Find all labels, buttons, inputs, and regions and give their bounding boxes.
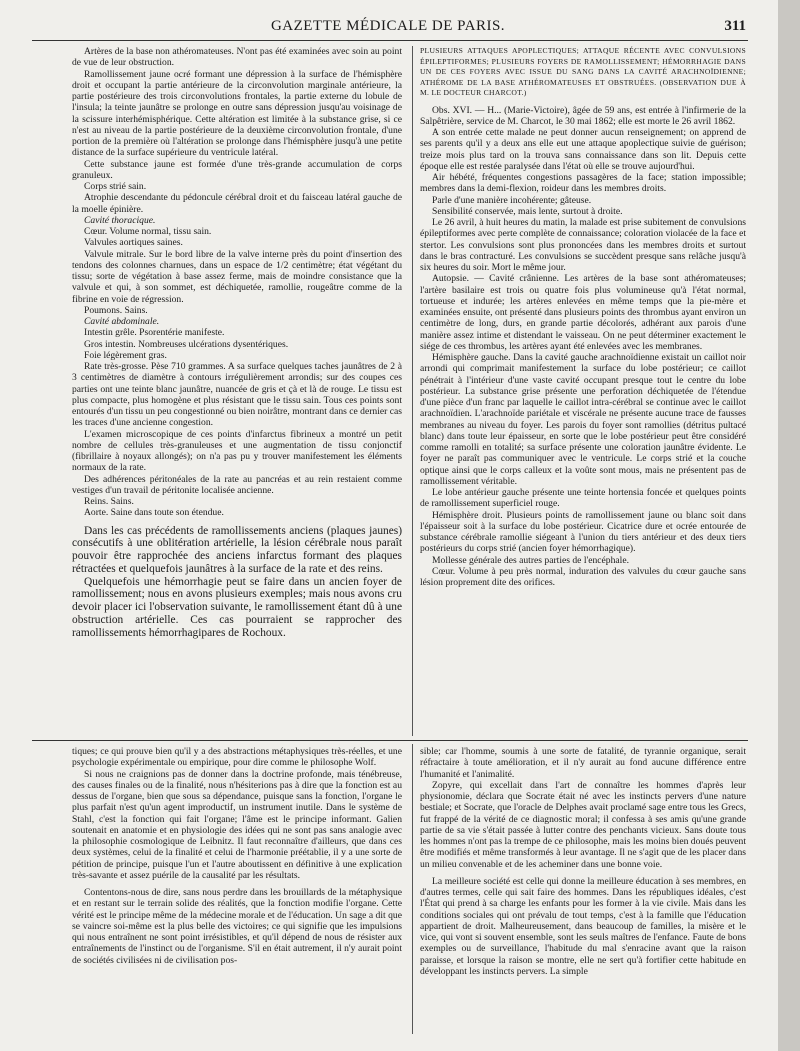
feuilleton-rule <box>32 740 748 741</box>
paragraph: Valvules aortiques saines. <box>84 237 183 249</box>
paragraph: Artères de la base non athéromateuses. N'ont pas été examinées avec soin au point de vue de leur obstruction. <box>72 46 402 69</box>
paragraph: Le 26 avril, à huit heures du matin, la malade est prise subitement de convulsions épileptiformes avec perte complète de connaissance; coloration violacée de la face et stertor. Les convulsions sont plus prononcées dans les membres droits et surtout dans le bras contracturé. Les convulsions se succèdent presque sans relâche jusqu'à six heures du soir. Mort le même jour. <box>420 217 746 273</box>
page-edge-shadow <box>778 0 800 1051</box>
observation-summary: PLUSIEURS ATTAQUES APOPLECTIQUES; ATTAQUE RÉCENTE AVEC CONVULSIONS ÉPILEPTIFORMES; PLUSIEURS FOYERS DE RAMOLLISSEMENT; HÉMORRHAGIE DANS UN DE CES FOYERS AVEC ISSUE DU SANG DANS LA CAVITÉ ARACHNOÏDIENNE; ATHÉROME DE LA BASE ATHÉROMATEUSES ET OBSTRUÉES. (OBSERVATION DUE À M. LE DOCTEUR CHARCOT.) <box>420 46 746 97</box>
paragraph: Poumons. Sains. <box>84 304 148 316</box>
paragraph: Parle d'une manière incohérente; gâteuse. <box>432 194 592 206</box>
paragraph: sible; car l'homme, soumis à une sorte de fatalité, de tyrannie organique, serait réfractaire à toute amélioration, et il n'y aurait au fond aucune différence entre l'humanité et l'animalité. <box>420 746 746 780</box>
paragraph: tiques; ce qui prouve bien qu'il y a des abstractions métaphysiques très-réelles, et une psychologie expérimentale ou empirique, pour dire comme le philosophe Wolf. <box>72 746 402 769</box>
paragraph: A son entrée cette malade ne peut donner aucun renseignement; on apprend de ses parents qu'il y a deux ans elle eut une attaque apoplectique suivie de guérison; treize mois plus tard on la trouva sans connaissance dans son lit. Depuis cette époque elle est restée paralysée dans l'état où elle se trouve aujourd'hui. <box>420 127 746 172</box>
page-number: 311 <box>724 18 746 34</box>
paragraph: Autopsie. — Cavité crânienne. Les artères de la base sont athéromateuses; l'artère basilaire est trois ou quatre fois plus volumineuse qu'à l'état normal, tortueuse et indurée; les artères enlevées en même temps que la pie-mère et examinées ensuite, ont présenté dans plusieurs points des thrombus ayant environ un centimètre de long, durs, en grande partie décolorés, adhérant aux parois d'une manière assez intime et distendant le vaisseau. On ne peut déterminer exactement le siége de ces thrombus, les artères ayant été enlevées avec les membranes. <box>420 273 746 352</box>
paragraph: Sensibilité conservée, mais lente, surtout à droite. <box>432 205 623 217</box>
right-column <box>420 46 746 588</box>
paragraph: Cœur. Volume à peu près normal, induration des valvules du cœur gauche sans lésion proprement dite des orifices. <box>420 565 746 588</box>
paragraph: Mollesse générale des autres parties de l'encéphale. <box>432 554 629 566</box>
journal-title: GAZETTE MÉDICALE DE PARIS. <box>270 18 506 34</box>
column-divider-bottom <box>412 744 413 1034</box>
page-header <box>30 18 746 38</box>
paragraph: Valvule mitrale. Sur le bord libre de la valve interne près du point d'insertion des tendons des colonnes charnues, dans un espace de 1/2 centimètre; état végétant du tissu; sorte de végétation à base assez ferme, mais de moindre consistance que la valvule et qui, à son sommet, est déchiquetée, ramollie, rougeâtre comme de la fibrine en voie de régression. <box>72 248 402 305</box>
paragraph: Rate très-grosse. Pèse 710 grammes. A sa surface quelques taches jaunâtres de 2 à 3 centimètres de diamètre à contours irrégulièrement arrondis; sur des coupes ces parties ont une teinte blanc jaunâtre, nuancée de gris et çà et là de rouge. Le tissu est plus compacte, plus homogène et plus résistant que le tissu sain. Tous ces points sont entourés d'un tissu un peu congestionné ou bien noirâtre, montrant dans ce dernier cas les traces d'une ancienne congestion. <box>72 361 402 429</box>
paragraph: Aorte. Saine dans toute son étendue. <box>84 507 224 519</box>
paragraph: Corps strié sain. <box>84 181 147 192</box>
paragraph: Contentons-nous de dire, sans nous perdre dans les brouillards de la métaphysique et en restant sur le terrain solide des réalités, que la fonction modifie l'organe. Cette vérité est le principe même de la médecine morale et de l'éducation. Un sage a dit que se vaincre soi-même est la plus belle des victoires; ce qui signifie que les impulsions qui nous entraînent ne sont point irrésistibles, et qu'il dépend de nous de résister aux entraînements de l'instinct ou de l'organisme. S'il en était autrement, il n'y aurait point de sociétés civilisées ni de civilisation pos- <box>72 887 402 966</box>
paragraph: Obs. XVI. — H... (Marie-Victoire), âgée de 59 ans, est entrée à l'infirmerie de la Salpêtrière, service de M. Charcot, le 30 mai 1862; elle est morte le 26 avril 1862. <box>420 104 746 127</box>
paragraph: Hémisphère gauche. Dans la cavité gauche arachnoïdienne existait un caillot noir arrondi qui comprimait manifestement la surface du lobe postérieur; ce caillot pénétrait à l'intérieur d'une vaste cavité occupant presque tout le centre du lobe postérieur. La substance grise présente une perforation déchiquetée de l'étendue d'une pièce d'un franc par laquelle le caillot intra-cérébral se continue avec le caillot arachnoïdien. L'arachnoïde pariétale et viscérale ne présente aucune trace de fausses membranes au niveau du foyer. Les parois du foyer sont ramollies (détritus pultacé blanc) dans toute leur épaisseur, en sorte que le lobe postérieur peut être considéré comme ramolli en totalité; sa surface présente une coloration jaunâtre évidente. Le foyer ne paraît pas communiquer avec le ventricule. Le corps strié et la couche optique ainsi que le corps calleux et la voûte sont mous, mais ne présentent pas de ramollissement véritable. <box>420 352 746 487</box>
bottom-left-column <box>72 746 402 966</box>
paragraph: Quelquefois une hémorrhagie peut se faire dans un ancien foyer de ramollissement; nous en avons plusieurs exemples; mais nous avons cru devoir placer ici l'observation suivante, le ramollissement étant dû à une obstruction artérielle. Ces cas pourraient se rapprocher des ramollissements hémorrhagipares de Rochoux. <box>72 575 402 639</box>
paragraph: Intestin grêle. Psorentérie manifeste. <box>84 327 225 339</box>
paragraph: Le lobe antérieur gauche présente une teinte hortensia foncée et quelques points de ramollissement superficiel rouge. <box>420 487 746 510</box>
paragraph: Hémisphère droit. Plusieurs points de ramollissement jaune ou blanc soit dans l'épaisseur soit à la surface du lobe postérieur. Cicatrice dure et ocrée entourée de substance cérébrale ramollie siégeant à l'union du tiers antérieur et des deux tiers postérieurs du corps strié (ancien foyer hémorrhagique). <box>420 509 746 555</box>
paragraph: Si nous ne craignions pas de donner dans la doctrine profonde, mais ténébreuse, des causes finales ou de la finalité, nous n'hésiterions pas à dire que la fonction est au dessus de l'organe, bien que sous sa dépendance, puisque sans la fonction, l'organe le plus parfait n'est qu'un agent improductif, un instrument inutile. Dans le système de Stahl, c'est la fonction qui fait l'organe; l'âme est le principe informant. Galien soutenait en anatomie et en physiologie des idées qui ne sont pas sans analogie avec la philosophie cosmologique de Leibnitz. Il faut reconnaître d'ailleurs, que dans ces deux systèmes, celui de la finalité et celui de l'harmonie préétablie, il y a une sorte de pétition de principe, puisque l'un et l'autre aboutissent en définitive à une explication très-savante et assez puérile de la causalité par les résultats. <box>72 768 402 881</box>
paragraph: Zopyre, qui excellait dans l'art de connaître les hommes d'après leur physionomie, déclara que Socrate était né avec les instincts pervers d'une nature bestiale; et Socrate, que l'oracle de Delphes avait proclamé sage entre tous les Grecs, fut frappé de la vérité de ce diagnostic moral; il confessa à ses amis qu'une grande partie de sa vie s'était passée à lutter contre des penchants vicieux. Sans doute tous les hommes n'ont pas la trempe de ce philosophe, mais les moins bien doués peuvent être modifiés et même transformés à leur avantage. Il ne s'agit que de les placer dans un milieu convenable et de les acheminer dans une bonne voie. <box>420 779 746 870</box>
paragraph: Cœur. Volume normal, tissu sain. <box>84 226 212 237</box>
left-column <box>72 46 402 640</box>
paragraph: Air hébété, fréquentes congestions passagères de la face; station impossible; membres dans la demi-flexion, roideur dans les membres droits. <box>420 172 746 195</box>
paragraph: Dans les cas précédents de ramollissements anciens (plaques jaunes) consécutifs à une oblitération artérielle, la lésion cérébrale nous paraît pouvoir être rapprochée des anciens infarctus formant des plaques rétractées et quelquefois jaunâtres à la surface de la rate et des reins. <box>72 524 402 575</box>
paragraph: Des adhérences péritonéales de la rate au pancréas et au rein restaient comme vestiges d'un travail de péritonite localisée ancienne. <box>72 473 402 496</box>
paragraph: Atrophie descendante du pédoncule cérébral droit et du faisceau latéral gauche de la moelle épinière. <box>72 192 402 215</box>
paragraph: Ramollissement jaune ocré formant une dépression à la surface de l'hémisphère droit et occupant la partie antérieure de la circonvolution marginale antérieure, la partie postérieure des trois circonvolutions frontales, la partie externe du lobule de l'insula; la teinte jaunâtre se prolonge en outre sans dépression jusqu'au voisinage de la scissure interhémisphérique. Cette altération est limitée à la substance grise, si ce n'est au niveau de la partie postérieure de la deuxième circonvolution frontale, d'une portion de la première où l'altération se prolonge dans l'hémisphère jusqu'à une petite distance de la surface supérieure du ventricule latéral. <box>72 68 402 159</box>
bottom-right-column <box>420 746 746 977</box>
paragraph: La meilleure société est celle qui donne la meilleure éducation à ses membres, en d'autres termes, celle qui sait faire des hommes. Dans les républiques idéales, c'est l'État qui prend à sa charge les enfants pour les former à la vie civile. Mais dans les conditions sociales qui ont prévalu de tout temps, c'est à la famille que l'éducation appartient de droit. Malheureusement, dans beaucoup de familles, la misère et le vice, qui vont si souvent ensemble, sont les seuls maîtres de l'enfance. Faute de bons exemples ou de surveillance, l'habitude du mal s'enracine avant que la raison paraisse, et lorsque la raison se montre, elle ne sert qu'à fortifier cette habitude en développant les instincts pervers. La simple <box>420 875 746 977</box>
column-divider-top <box>412 46 413 736</box>
section-heading: Cavité abdominale. <box>84 316 160 327</box>
paragraph: Reins. Sains. <box>84 496 134 507</box>
paragraph: L'examen microscopique de ces points d'infarctus fibrineux a montré un petit nombre de cellules très-granuleuses et une augmentation de tissu conjonctif (fibrillaire à noyaux allongés); on n'a pas pu y trouver manifestement les éléments normaux de la rate. <box>72 428 402 474</box>
paragraph: Gros intestin. Nombreuses ulcérations dysentériques. <box>84 338 289 350</box>
header-rule <box>32 40 748 41</box>
paragraph: Cette substance jaune est formée d'une très-grande accumulation de corps granuleux. <box>72 158 402 181</box>
paragraph: Foie légèrement gras. <box>84 349 167 361</box>
section-heading: Cavité thoracique. <box>84 214 156 226</box>
